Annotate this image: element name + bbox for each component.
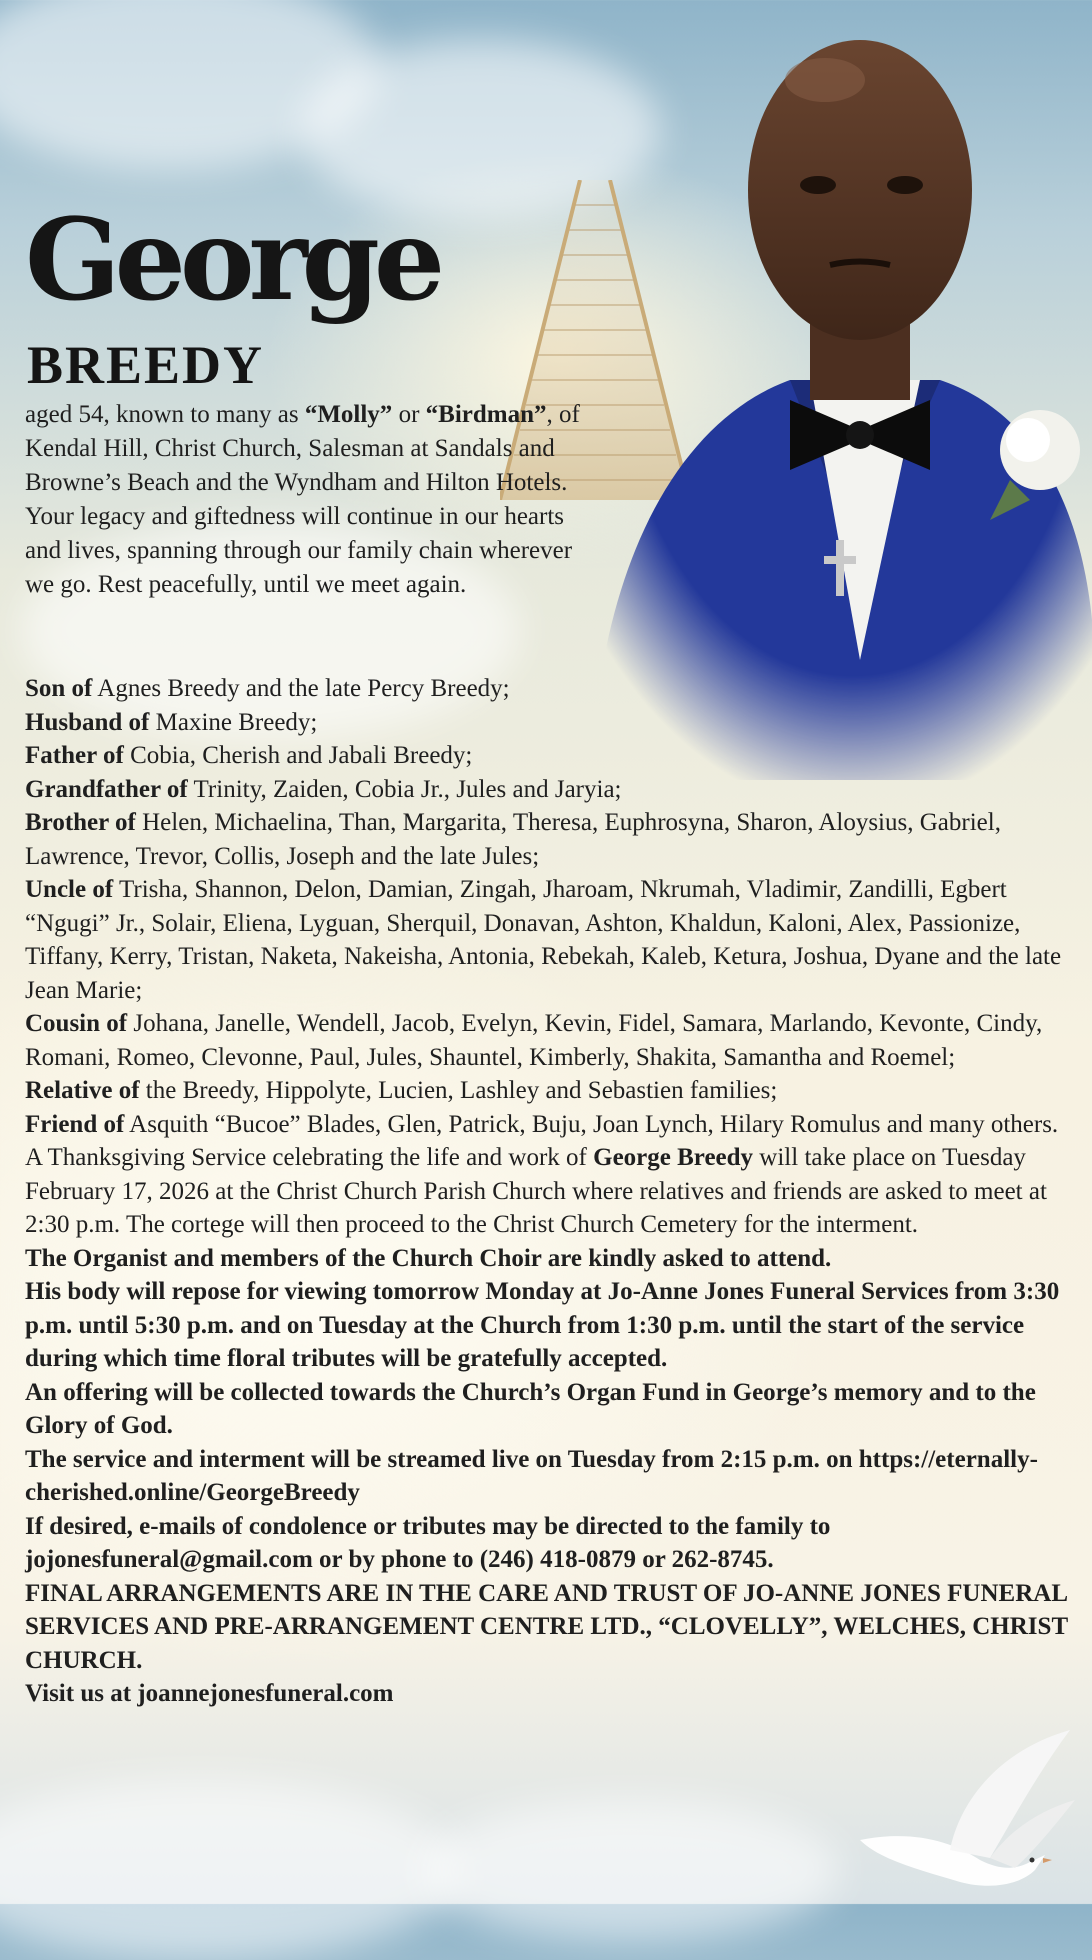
dove-image <box>840 1720 1080 1900</box>
service-paragraph <box>25 1141 1075 1242</box>
notice-viewing <box>25 1275 1075 1376</box>
notice-text: His body will repose for viewing tomorrow Monday at Jo-Anne Jones Funeral Services from 3:30 p.m. until 5:30 p.m. and on Tuesday at the Church from 1:30 p.m. until the start of the service during which time floral tributes will be gratefully accepted. <box>25 1278 1060 1372</box>
notice-text: An offering will be collected towards the Church’s Organ Fund in George’s memory and to the Glory of God. <box>25 1378 1036 1439</box>
relation-text: Trinity, Zaiden, Cobia Jr., Jules and Jaryia; <box>187 775 622 803</box>
relation-label: Brother of <box>25 809 136 836</box>
relation-label: Friend of <box>25 1110 125 1138</box>
intro-text: , of Kendal Hill, Christ Church, Salesman at Sandals and Browne’s Beach and the Wyndham and Hilton Hotels. Your legacy and giftedness will continue in our hearts and lives, spanning through our family chain wherever we go. Rest peacefully, until we meet again. <box>25 401 580 598</box>
intro-text: or <box>392 401 426 428</box>
relation-label: Father of <box>25 742 124 769</box>
notice-text: FINAL ARRANGEMENTS ARE IN THE CARE AND TRUST OF JO-ANNE JONES FUNERAL SERVICES AND PRE-ARRANGEMENT CENTRE LTD., “CLOVELLY”, WELCHES, CHRIST CHURCH. <box>25 1579 1068 1674</box>
notice-livestream <box>25 1443 1075 1510</box>
relation-grandfather <box>25 773 1075 807</box>
relation-text: Johana, Janelle, Wendell, Jacob, Evelyn, Kevin, Fidel, Samara, Marlando, Kevonte, Cindy, Romani, Romeo, Clevonne, Paul, Jules, Shauntel, Kimberly, Shakita, Samantha and Roemel; <box>25 1010 1043 1071</box>
relation-brother <box>25 806 1075 873</box>
relation-husband <box>25 706 1075 740</box>
relation-text: Asquith “Bucoe” Blades, Glen, Patrick, Buju, Joan Lynch, Hilary Romulus and many others. <box>124 1110 1059 1138</box>
relation-label: Uncle of <box>25 876 114 903</box>
relation-cousin <box>25 1007 1075 1074</box>
notice-condolences <box>25 1510 1075 1577</box>
relation-father <box>25 739 1075 773</box>
relation-label: Son of <box>25 675 93 702</box>
first-name: George <box>25 195 440 326</box>
relation-text: Trisha, Shannon, Delon, Damian, Zingah, Jharoam, Nkrumah, Vladimir, Zandilli, Egbert “Ngugi” Jr., Solair, Eliena, Lyguan, Sherquil, Donavan, Ashton, Khaldun, Kaloni, Alex, Passionize, Tiffany, Kerry, Tristan, Naketa, Nakeisha, Antonia, Rebekah, Kaleb, Ketura, Joshua, Dyane and the late Jean Marie; <box>25 876 1062 1004</box>
relation-label: Cousin of <box>25 1010 128 1037</box>
intro-text: aged 54, known to many as <box>25 401 305 428</box>
relation-label: Husband of <box>25 708 150 736</box>
intro-paragraph <box>25 398 580 602</box>
nickname-birdman: “Birdman” <box>425 401 547 428</box>
relation-text: Helen, Michaelina, Than, Margarita, Theresa, Euphrosyna, Sharon, Aloysius, Gabriel, Lawrence, Trevor, Collis, Joseph and the late Jules; <box>25 809 1001 870</box>
relation-label: Grandfather of <box>25 775 188 803</box>
notice-text: The Organist and members of the Church Choir are kindly asked to attend. <box>25 1244 832 1272</box>
relation-son <box>25 672 1075 706</box>
last-name: BREEDY <box>27 335 265 395</box>
notice-text: If desired, e-mails of condolence or tributes may be directed to the family to jojonesfuneral@gmail.com or by phone to (246) 418-0879 or 262-8745. <box>25 1512 831 1573</box>
relation-text: the Breedy, Hippolyte, Lucien, Lashley and Sebastien families; <box>139 1077 778 1104</box>
notice-website <box>25 1677 1075 1711</box>
relation-friend <box>25 1108 1075 1142</box>
relation-uncle <box>25 873 1075 1007</box>
nickname-molly: “Molly” <box>304 401 393 428</box>
relation-relative <box>25 1074 1075 1108</box>
cloud-decoration <box>420 1800 840 1940</box>
service-text: will take place on Tuesday February 17, 2026 at the Christ Church Parish Church where relatives and friends are asked to meet at 2:30 p.m. The cortege will then proceed to the Christ Church Cemetery for the interment. <box>25 1144 1047 1238</box>
obituary-body <box>25 672 1075 1711</box>
notice-arrangements <box>25 1577 1075 1678</box>
relation-text: Cobia, Cherish and Jabali Breedy; <box>123 742 473 769</box>
cloud-decoration <box>0 1780 460 1960</box>
service-text: A Thanksgiving Service celebrating the life and work of <box>25 1144 594 1171</box>
notice-organist <box>25 1242 1075 1276</box>
notice-text: The service and interment will be streamed live on Tuesday from 2:15 p.m. on https://eternally-cherished.online/GeorgeBreedy <box>25 1445 1038 1506</box>
relation-text: Maxine Breedy; <box>149 708 318 736</box>
relation-label: Relative of <box>25 1077 140 1104</box>
notice-text: Visit us at joannejonesfuneral.com <box>25 1680 394 1707</box>
relation-text: Agnes Breedy and the late Percy Breedy; <box>92 675 510 702</box>
service-name: George Breedy <box>593 1144 754 1171</box>
portrait-photo <box>560 0 1092 780</box>
notice-offering <box>25 1376 1075 1443</box>
